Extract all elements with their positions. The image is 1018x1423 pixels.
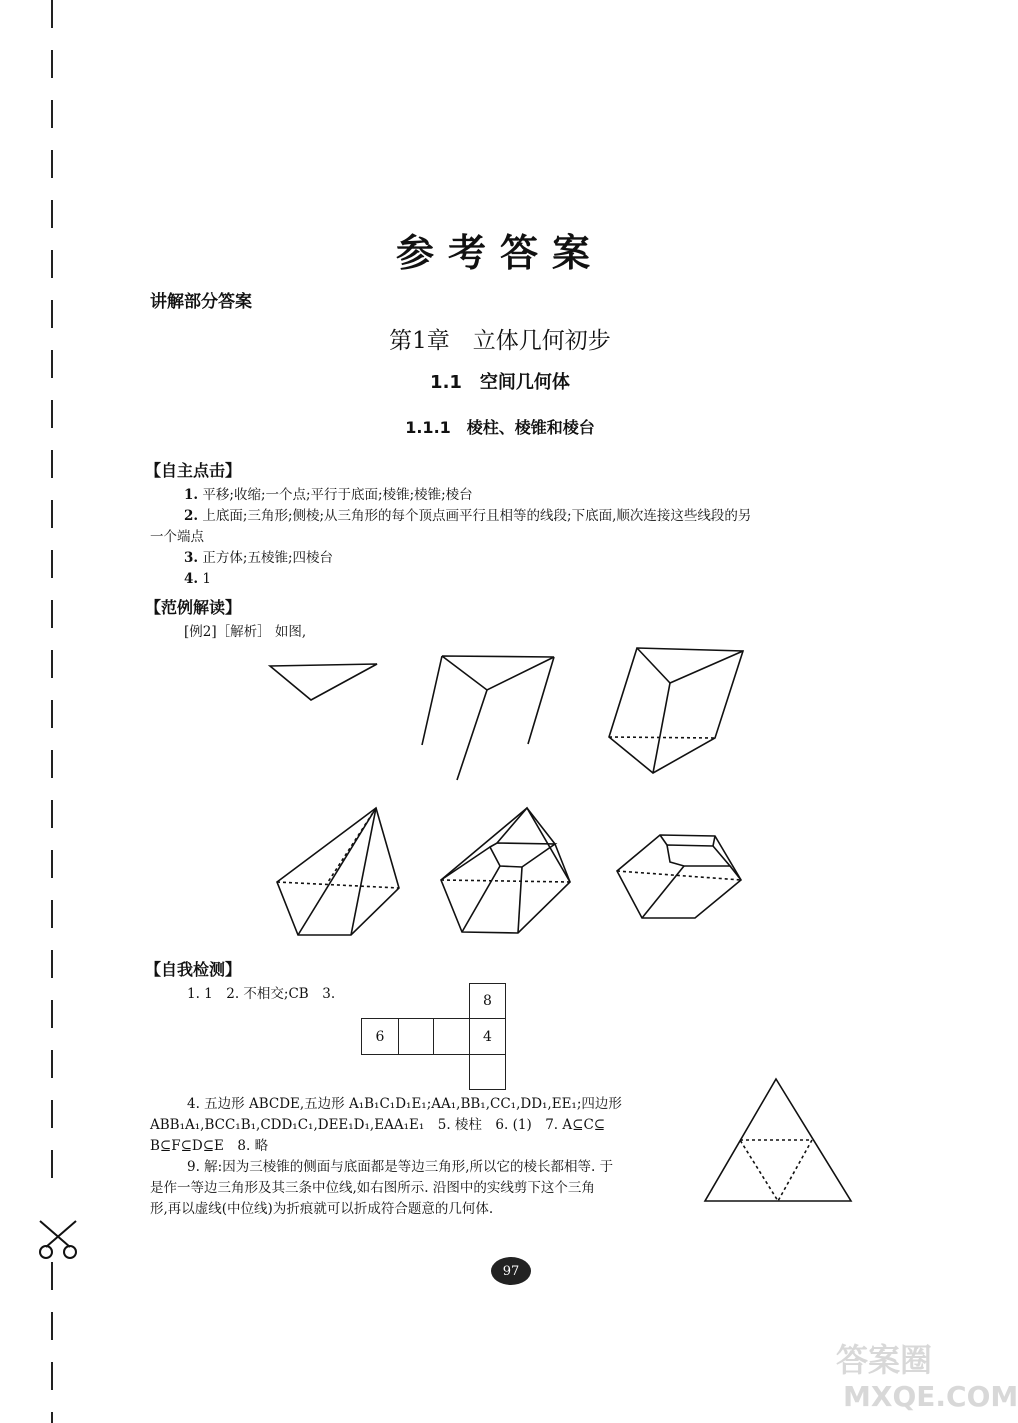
example-text: [例2]［解析］ 如图, [184, 624, 307, 640]
self-check-heading: 【自我检测】 [145, 960, 242, 979]
self-check-answers-4c: B⊆F⊆D⊆E 8. 略 [150, 1138, 269, 1154]
triangle-net-figure [700, 1075, 860, 1205]
net-cell-left: 6 [361, 1018, 399, 1055]
self-check-answers-9a: 9. 解:因为三棱锥的侧面与底面都是等边三角形,所以它的棱长都相等. 于 [187, 1159, 614, 1175]
watermark-logo: 答案圈 [836, 1341, 933, 1379]
net-cell-top: 8 [469, 983, 506, 1019]
self-check-answers-4a: 4. 五边形 ABCDE,五边形 A₁B₁C₁D₁E₁;AA₁,BB₁,CC₁,DD₁,EE₁;四边形 [187, 1096, 622, 1112]
example-heading: 【范例解读】 [145, 598, 242, 617]
chapter-heading: 第1章 立体几何初步 [389, 328, 611, 354]
page-number-badge: 97 [491, 1257, 531, 1285]
self-check-answers-9b: 是作一等边三角形及其三条中位线,如右图所示. 沿图中的实线剪下这个三角 [150, 1180, 595, 1196]
net-cell [398, 1018, 434, 1055]
section-heading: 讲解部分答案 [150, 292, 252, 312]
self-study-item: 一个端点 [150, 529, 204, 545]
self-study-item: 2. 上底面;三角形;侧棱;从三角形的每个顶点画平行且相等的线段;下底面,顺次连接这些线段的另 [184, 508, 752, 524]
self-check-answers-9c: 形,再以虚线(中位线)为折痕就可以折成符合题意的几何体. [150, 1201, 494, 1217]
self-study-item: 1. 平移;收缩;一个点;平行于底面;棱锥;棱锥;棱台 [184, 487, 473, 503]
net-cell-right: 4 [469, 1018, 506, 1055]
self-study-heading: 【自主点击】 [145, 461, 242, 480]
self-check-answers-4b: ABB₁A₁,BCC₁B₁,CDD₁C₁,DEE₁D₁,EAA₁E₁ 5. 棱柱 6. (1) 7. A⊆C⊆ [150, 1117, 606, 1133]
net-cell-bottom [469, 1054, 506, 1090]
self-study-item: 3. 正方体;五棱锥;四棱台 [184, 550, 333, 566]
watermark-url: MXQE.COM [843, 1380, 1018, 1413]
scissors-icon [36, 1215, 80, 1261]
page-title: 参考答案 [395, 231, 604, 275]
subsection-heading: 1.1 空间几何体 [430, 372, 570, 393]
self-study-item: 4. 1 [184, 571, 211, 587]
net-cell [433, 1018, 470, 1055]
subsubsection-heading: 1.1.1 棱柱、棱锥和棱台 [405, 418, 595, 437]
self-check-answers-1: 1. 1 2. 不相交;CB 3. [187, 986, 336, 1002]
